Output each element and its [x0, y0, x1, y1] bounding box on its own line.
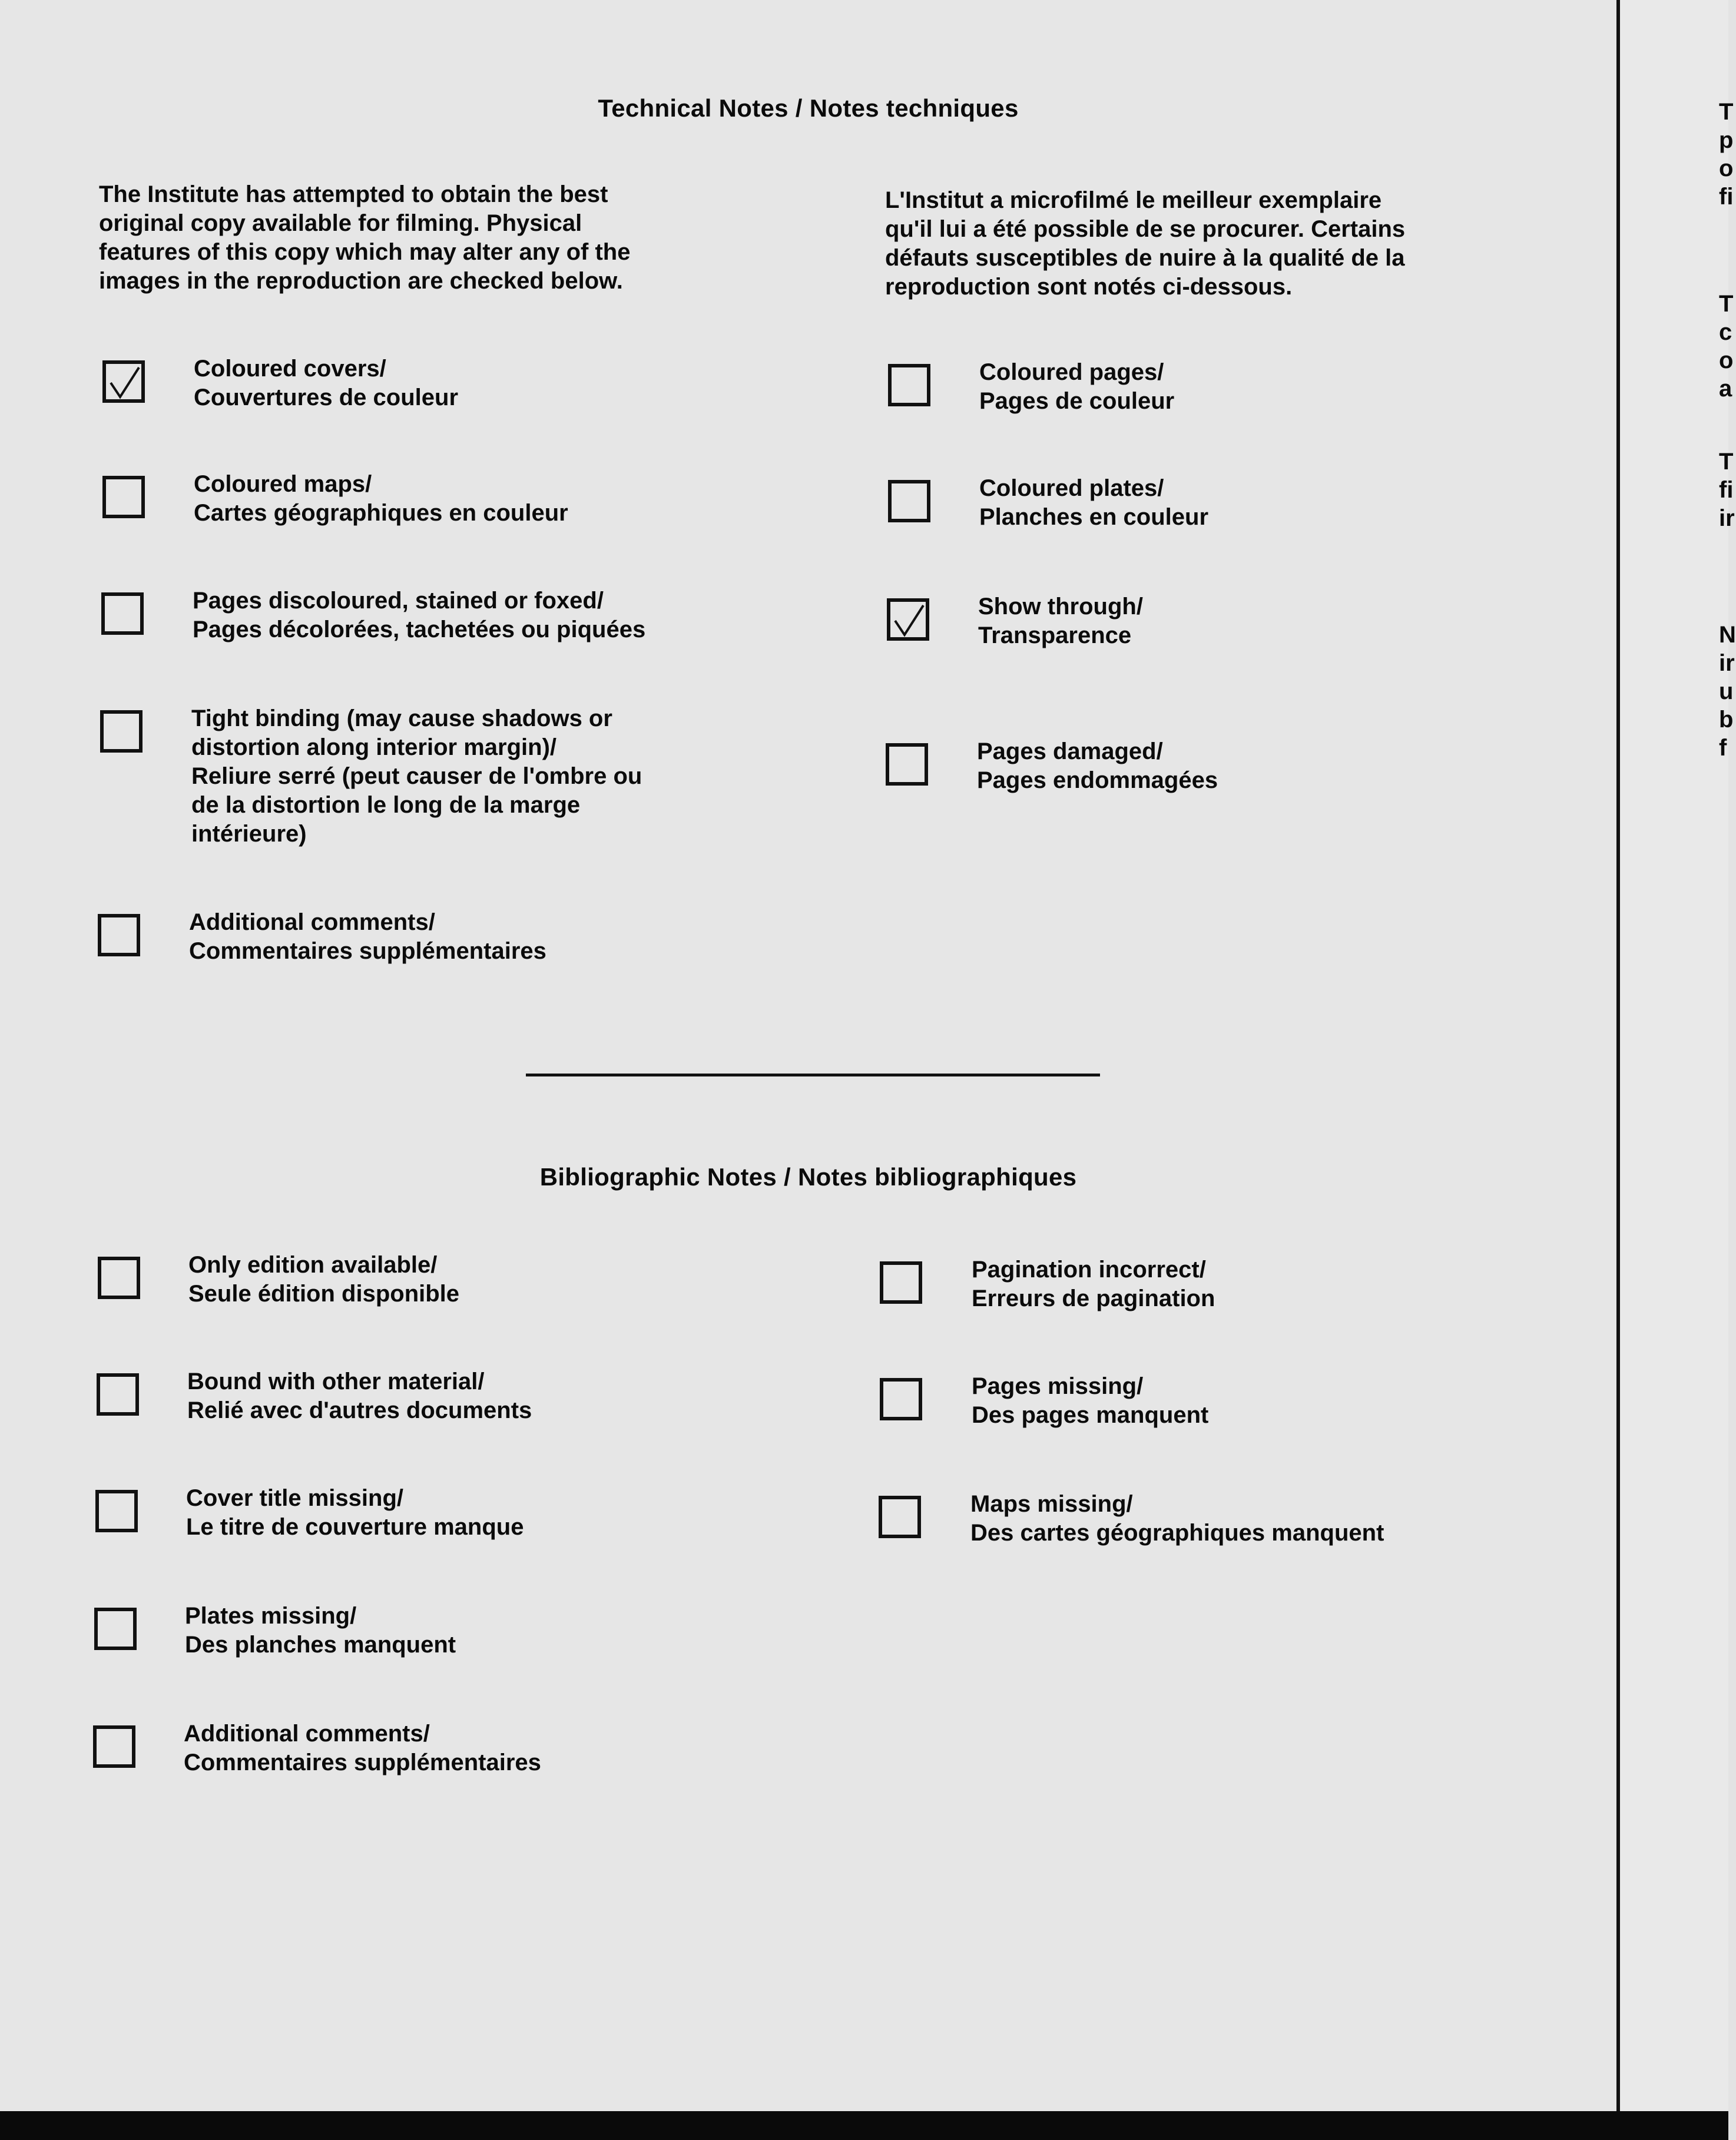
item-label-line: Coloured covers/: [194, 356, 386, 382]
item-label: [979, 358, 1174, 416]
item-label: [194, 470, 568, 528]
intro-line: défauts susceptibles de nuire à la qualité de la: [885, 245, 1405, 271]
checkbox[interactable]: [886, 743, 928, 786]
checkbox[interactable]: [102, 360, 145, 403]
item-label-line: Coloured maps/: [194, 471, 372, 497]
intro-line: qu'il lui a été possible de se procurer. Certains: [885, 216, 1406, 242]
fragment-text: ir: [1719, 505, 1735, 531]
item-label-line: Pagination incorrect/: [972, 1257, 1206, 1283]
checkbox[interactable]: [97, 1373, 139, 1416]
item-label: [977, 737, 1218, 795]
fragment-text: f: [1719, 735, 1727, 761]
item-label-line: Cartes géographiques en couleur: [194, 500, 568, 526]
checkbox[interactable]: [887, 598, 929, 641]
fragment-text: o: [1719, 155, 1734, 181]
intro-line: features of this copy which may alter any of the: [99, 239, 631, 265]
checkbox[interactable]: [888, 364, 930, 406]
item-label-line: Erreurs de pagination: [972, 1286, 1215, 1311]
item-label: [972, 1255, 1215, 1313]
item-label: [191, 704, 642, 849]
fragment-text: ir: [1719, 650, 1735, 676]
technical-intro-english: [99, 180, 630, 296]
item-label-line: Des planches manquent: [185, 1632, 456, 1658]
item-label-line: Commentaires supplémentaires: [184, 1750, 541, 1775]
item-label: [194, 355, 458, 412]
item-label-line: Tight binding (may cause shadows or: [191, 705, 612, 731]
item-label-line: Couvertures de couleur: [194, 385, 459, 410]
item-label-line: Only edition available/: [188, 1252, 438, 1278]
fragment-text: b: [1719, 707, 1734, 733]
checkmark-icon: [108, 365, 141, 400]
item-label-line: Plates missing/: [185, 1603, 357, 1629]
checkbox[interactable]: [100, 710, 143, 753]
item-label-line: Coloured pages/: [979, 359, 1164, 385]
item-label: [978, 592, 1143, 650]
fragment-text: p: [1719, 127, 1734, 153]
fragment-text: N: [1719, 622, 1736, 648]
checkbox[interactable]: [98, 1257, 140, 1299]
item-label-line: Bound with other material/: [187, 1369, 485, 1394]
item-label: [184, 1720, 541, 1777]
fragment-text: o: [1719, 347, 1734, 373]
item-label-line: Commentaires supplémentaires: [189, 938, 546, 964]
intro-line: The Institute has attempted to obtain the best: [99, 181, 608, 207]
fragment-text: a: [1719, 376, 1732, 402]
adjacent-page-edge: [1616, 0, 1736, 2111]
fragment-text: T: [1719, 449, 1734, 475]
fragment-text: T: [1719, 99, 1734, 125]
item-label-line: Pages missing/: [972, 1373, 1144, 1399]
item-label-line: Cover title missing/: [186, 1485, 403, 1511]
item-label-line: Pages discoloured, stained or foxed/: [193, 588, 604, 614]
item-label-line: Pages damaged/: [977, 738, 1163, 764]
checkbox[interactable]: [102, 476, 145, 518]
fragment-text: fi: [1719, 477, 1734, 503]
item-label-line: Coloured plates/: [979, 475, 1164, 501]
item-label: [979, 474, 1208, 532]
item-label-line: Des pages manquent: [972, 1402, 1209, 1428]
checkbox[interactable]: [880, 1261, 922, 1304]
item-label: [188, 1251, 459, 1308]
technical-intro-french: [885, 186, 1405, 302]
checkbox[interactable]: [880, 1378, 922, 1420]
item-label-line: Des cartes géographiques manquent: [970, 1520, 1384, 1546]
fragment-text: T: [1719, 291, 1734, 317]
item-label-line: Planches en couleur: [979, 504, 1209, 530]
item-label-line: Reliure serré (peut causer de l'ombre ou: [191, 763, 642, 789]
item-label-line: de la distortion le long de la marge: [191, 792, 581, 818]
checkbox[interactable]: [888, 480, 930, 522]
checkbox[interactable]: [98, 914, 140, 956]
intro-line: L'Institut a microfilmé le meilleur exemplaire: [885, 187, 1382, 213]
item-label: [187, 1367, 532, 1425]
item-label: [185, 1602, 456, 1659]
item-label-line: Additional comments/: [189, 909, 435, 935]
checkbox[interactable]: [94, 1608, 137, 1650]
item-label-line: distortion along interior margin)/: [191, 734, 556, 760]
checkbox[interactable]: [93, 1725, 135, 1768]
item-label-line: intérieure): [191, 821, 307, 847]
item-label: [970, 1490, 1384, 1548]
checkmark-icon: [893, 603, 926, 638]
fragment-text: u: [1719, 678, 1734, 704]
item-label: [189, 908, 546, 966]
item-label: [193, 587, 645, 644]
technical-notes-title: Technical Notes / Notes techniques: [598, 94, 1019, 122]
item-label-line: Relié avec d'autres documents: [187, 1397, 532, 1423]
item-label-line: Transparence: [978, 622, 1132, 648]
section-divider: [526, 1074, 1100, 1076]
checkbox[interactable]: [95, 1490, 138, 1532]
bibliographic-notes-title: Bibliographic Notes / Notes bibliographiques: [539, 1163, 1077, 1191]
item-label-line: Pages décolorées, tachetées ou piquées: [193, 617, 646, 642]
item-label-line: Show through/: [978, 594, 1143, 620]
item-label: [186, 1484, 524, 1542]
checkbox[interactable]: [879, 1496, 921, 1538]
item-label-line: Additional comments/: [184, 1721, 430, 1747]
intro-line: original copy available for filming. Physical: [99, 210, 582, 236]
item-label-line: Pages endommagées: [977, 767, 1218, 793]
item-label-line: Pages de couleur: [979, 388, 1175, 414]
fragment-text: c: [1719, 319, 1732, 345]
intro-line: images in the reproduction are checked below.: [99, 268, 623, 294]
item-label: [972, 1372, 1208, 1430]
checkbox[interactable]: [101, 592, 144, 635]
intro-line: reproduction sont notés ci-dessous.: [885, 274, 1293, 300]
item-label-line: Seule édition disponible: [188, 1281, 460, 1307]
fragment-text: fi: [1719, 184, 1734, 210]
item-label-line: Maps missing/: [970, 1491, 1133, 1517]
item-label-line: Le titre de couverture manque: [186, 1514, 524, 1540]
film-border: [0, 2111, 1728, 2140]
